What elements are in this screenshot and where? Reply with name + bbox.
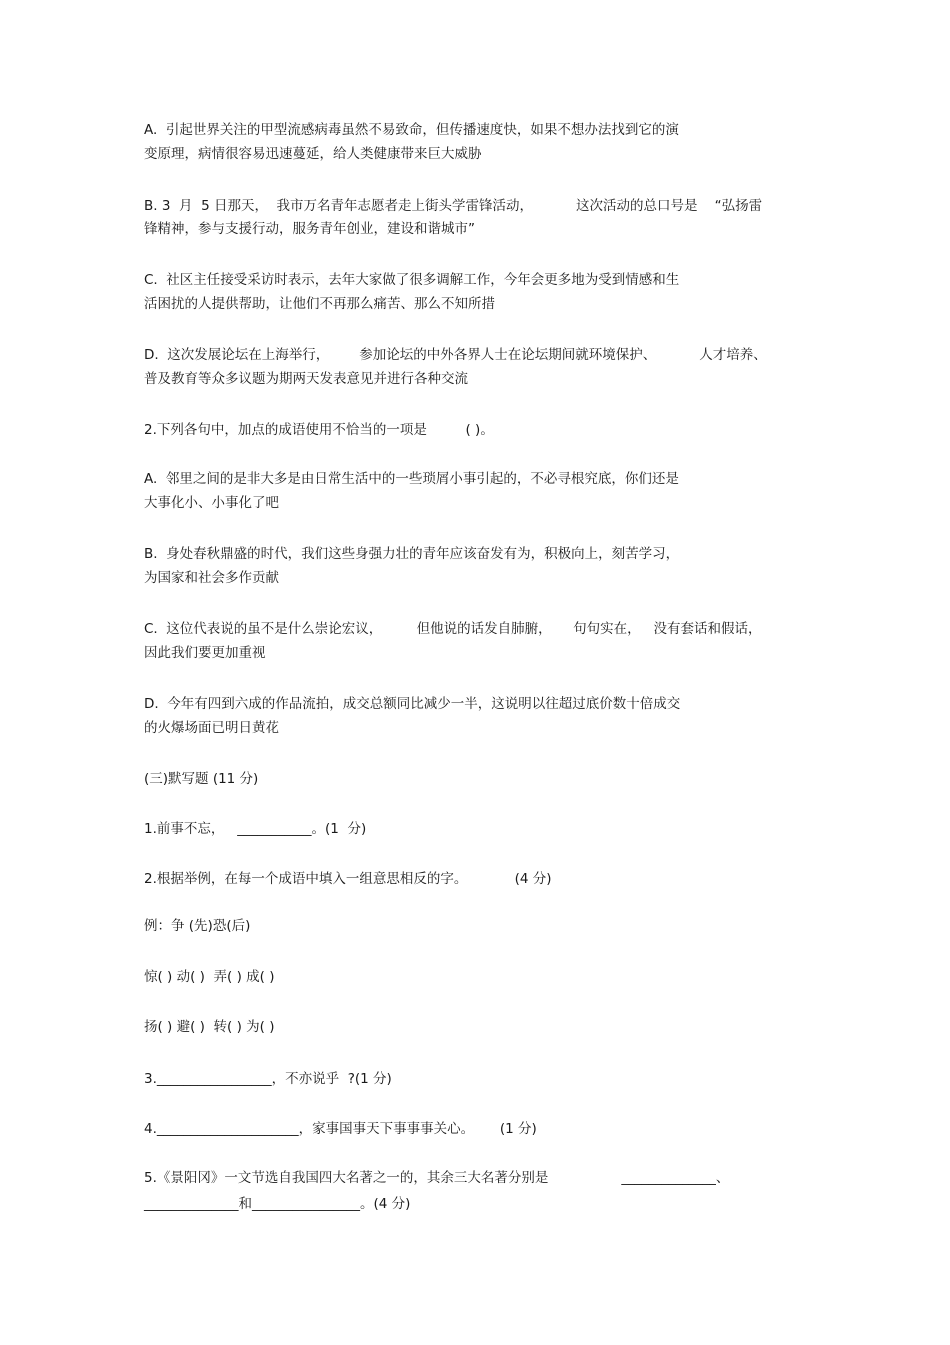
q2-option-b-line2: 为国家和社会多作贡献 [144,570,279,586]
section3-q4: 4._____________________，家事国事天下事事事关心。 (1 分) [144,1121,537,1137]
section3-example: 例：争 (先)恐(后) [144,918,251,934]
q1-option-c-line2: 活困扰的人提供帮助，让他们不再那么痛苦、那么不知所措 [144,296,495,312]
q2-option-c-line1: C. 这位代表说的虽不是什么崇论宏议， 但他说的话发自肺腑， 句句实在， 没有套话和假话， [144,621,762,637]
section3-q2: 2.根据举例，在每一个成语中填入一组意思相反的字。 (4 分) [144,871,552,887]
section3-idiom-row1: 惊( ) 动( ) 弄( ) 成( ) [144,969,275,985]
section3-idiom-row2: 扬( ) 避( ) 转( ) 为( ) [144,1019,275,1035]
q1-option-a-line2: 变原理，病情很容易迅速蔓延，给人类健康带来巨大威胁 [144,146,482,162]
q1-option-b-line2: 锋精神，参与支援行动，服务青年创业，建设和谐城市” [144,221,475,237]
q2-option-b-line1: B. 身处春秋鼎盛的时代，我们这些身强力壮的青年应该奋发有为，积极向上，刻苦学习， [144,546,680,562]
q1-option-d-line1: D. 这次发展论坛在上海举行， 参加论坛的中外各界人士在论坛期间就环境保护、 人才培养、 [144,347,767,363]
section3-q5-line1: 5.《景阳冈》一文节选自我国四大名著之一的，其余三大名著分别是 ______________、 [144,1170,730,1186]
q1-option-c-line1: C. 社区主任接受采访时表示，去年大家做了很多调解工作，今年会更多地为受到情感和生 [144,272,680,288]
q1-option-a-line1: A. 引起世界关注的甲型流感病毒虽然不易致命，但传播速度快，如果不想办法找到它的演 [144,122,679,138]
q2-option-d-line2: 的火爆场面已明日黄花 [144,720,279,736]
section3-q5-line2: ______________和________________。(4 分) [144,1196,411,1212]
section3-q1: 1.前事不忘， ___________。(1 分) [144,821,367,837]
section3-q3: 3._________________，不亦说乎 ?(1 分) [144,1071,392,1087]
q2-stem: 2.下列各句中，加点的成语使用不恰当的一项是 ( )。 [144,422,494,438]
q2-option-a-line2: 大事化小、小事化了吧 [144,495,279,511]
q2-option-a-line1: A. 邻里之间的是非大多是由日常生活中的一些琐屑小事引起的，不必寻根究底，你们还是 [144,471,679,487]
q1-option-b-line1: B. 3 月 5 日那天， 我市万名青年志愿者走上街头学雷锋活动， 这次活动的总口号是 “弘扬雷 [144,198,763,214]
q2-option-c-line2: 因此我们要更加重视 [144,645,266,661]
section3-title: (三)默写题 (11 分) [144,771,259,787]
q1-option-d-line2: 普及教育等众多议题为期两天发表意见并进行各种交流 [144,371,468,387]
q2-option-d-line1: D. 今年有四到六成的作品流拍，成交总额同比减少一半，这说明以往超过底价数十倍成交 [144,696,681,712]
